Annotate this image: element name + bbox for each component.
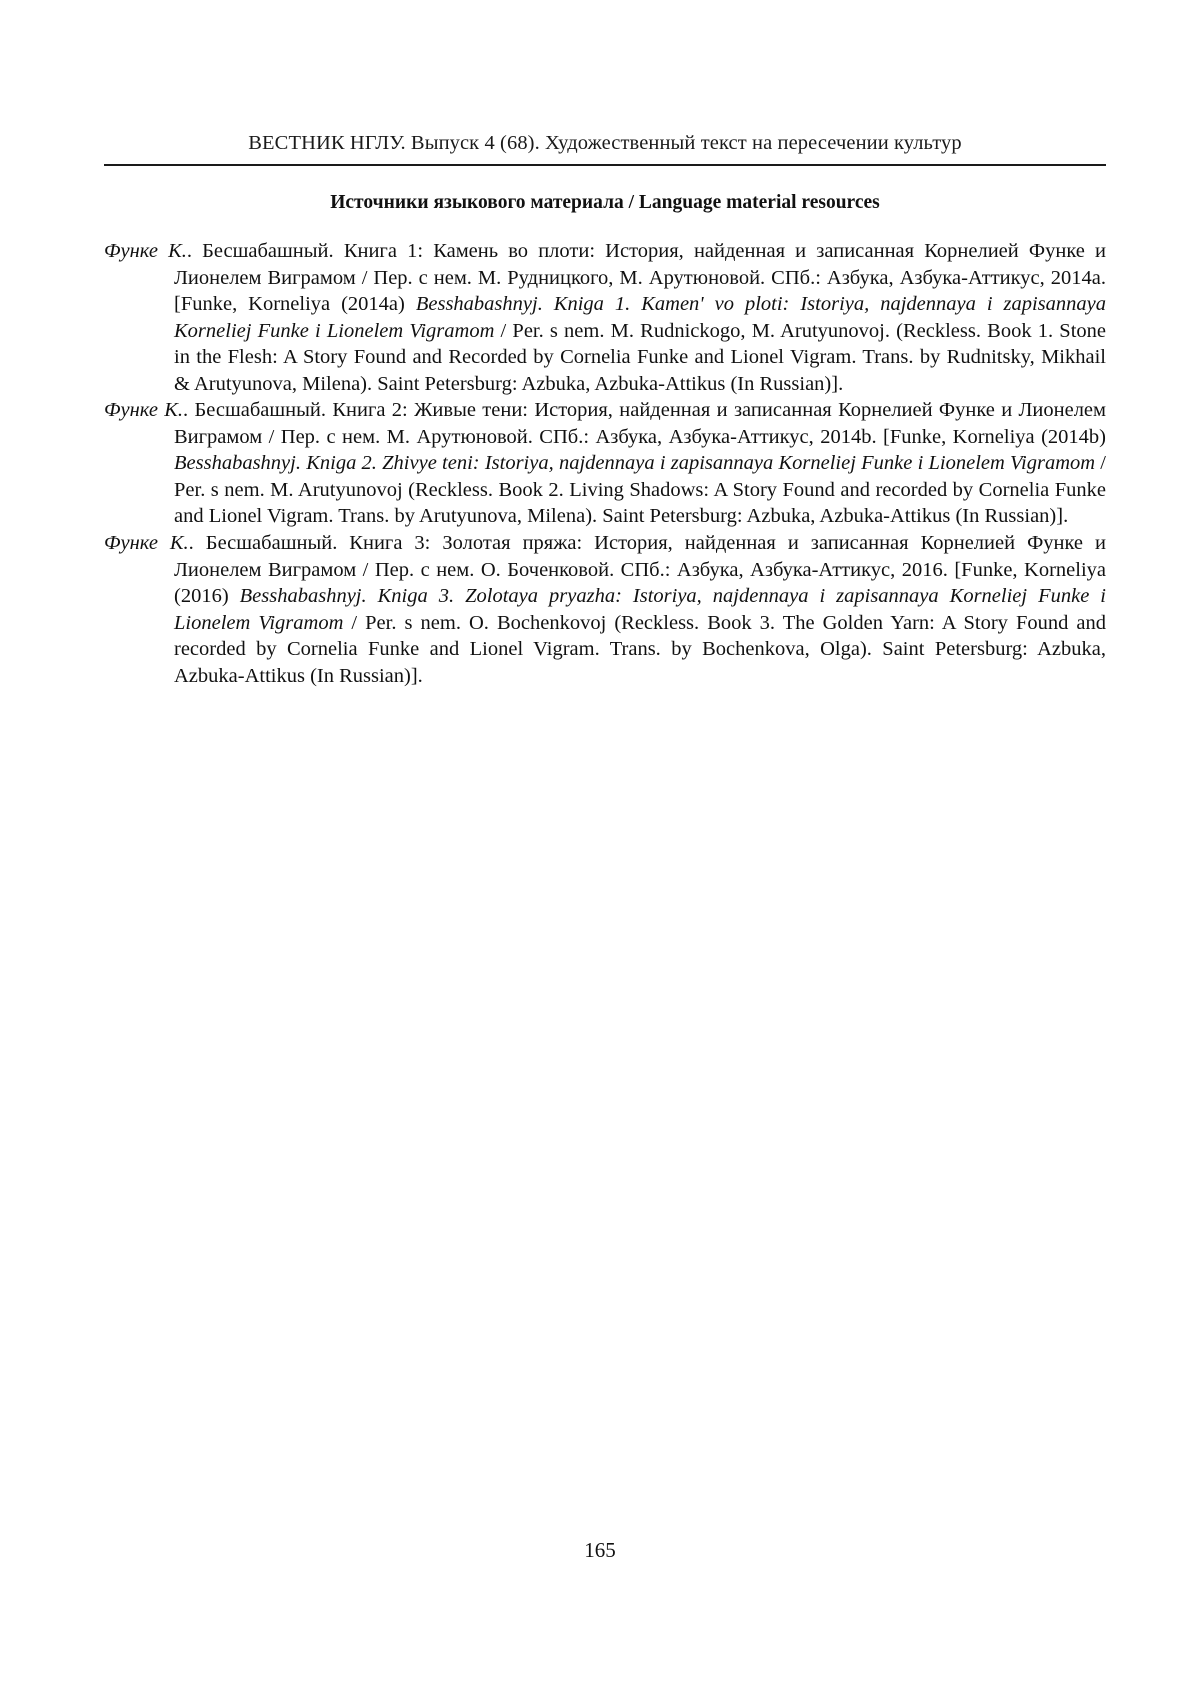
reference-author: Функе К. bbox=[104, 532, 189, 555]
reference-body-first: . Бесшабашный. Книга 2: Живые тени: История, найденная и записанная Корнелией Функе и Лионелем Виграмом / Пер. с нем. М. Арутюновой. СПб.: Азбука, Азбука-Аттикус, 2014b. [Funke, Korneliya (2014b) bbox=[174, 399, 1106, 448]
reference-author: Функе К. bbox=[104, 399, 184, 422]
running-head: ВЕСТНИК НГЛУ. Выпуск 4 (68). Художественный текст на пересечении культур bbox=[248, 132, 962, 154]
reference-author: Функе К. bbox=[104, 240, 187, 262]
reference-entry bbox=[104, 530, 1106, 689]
reference-body-second: / Per. s nem. M. Arutyunovoj (Reckless. Book 2. Living Shadows: A Story Found and recorded by Cornelia Funke and Lionel Vigram. Trans. by Arutyunova, Milena). Saint Petersburg: Azbuka, Azbuka-Attikus (In Russian)]. bbox=[174, 452, 1107, 528]
reference-transliterated-title: Besshabashnyj. Kniga 3. Zolotaya pryazha: Istoriya, najdennaya i zapisannaya Korneliej Funke i Lionelem Vigramom bbox=[174, 585, 1106, 634]
reference-body-second: / Per. s nem. O. Bochenkovoj (Reckless. Book 3. The Golden Yarn: A Story Found and recorded by Cornelia Funke and Lionel Vigram. Trans. by Bochenkova, Olga). Saint Petersburg: Azbuka, Azbuka-Attikus (In Russian)]. bbox=[174, 611, 1106, 687]
page-content bbox=[104, 132, 1106, 689]
reference-transliterated-title: Besshabashnyj. Kniga 1. Kamen' vo ploti: Istoriya, najdennaya i zapisannaya Korneliej Funke i Lionelem Vigramom bbox=[174, 293, 1106, 342]
page-number: 165 bbox=[584, 1538, 616, 1562]
reference-entry bbox=[104, 238, 1106, 397]
header-divider bbox=[104, 164, 1106, 166]
reference-body-first: . Бесшабашный. Книга 1: Камень во плоти: История, найденная и записанная Корнелией Функе и Лионелем Виграмом / Пер. с нем. М. Рудницкого, М. Арутюновой. СПб.: Азбука, Азбука-Аттикус, 2014a. [Funke, Korneliya (2014a) bbox=[174, 240, 1106, 316]
reference-body-first: . Бесшабашный. Книга 3: Золотая пряжа: История, найденная и записанная Корнелией Функе и Лионелем Виграмом / Пер. с нем. О. Боченковой. СПб.: Азбука, Азбука-Аттикус, 2016. [Funke, Korneliya (2016) bbox=[174, 532, 1106, 608]
section-title: Источники языкового материала / Language material resources bbox=[330, 192, 880, 213]
reference-transliterated-title: Besshabashnyj. Kniga 2. Zhivye teni: Istoriya, najdennaya i zapisannaya Korneliej Funke i Lionelem Vigramom bbox=[174, 452, 1096, 475]
reference-body-second: / Per. s nem. M. Rudnickogo, M. Arutyunovoj. (Reckless. Book 1. Stone in the Flesh: A Story Found and Recorded by Cornelia Funke and Lionel Vigram. Trans. by Rudnitsky, Mikhail & Arutyunova, Milena). Saint Petersburg: Azbuka, Azbuka-Attikus (In Russian)]. bbox=[174, 319, 1106, 395]
reference-entry bbox=[104, 397, 1106, 530]
